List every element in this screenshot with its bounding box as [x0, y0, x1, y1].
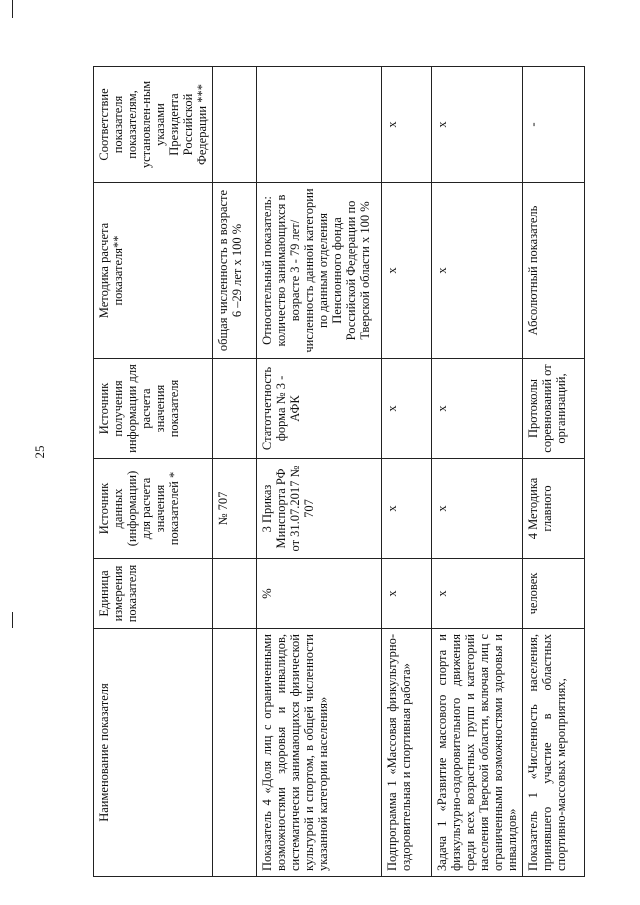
cell-method: х [382, 183, 432, 359]
header-source-info: Источник получения информации для расчета значения показателя [94, 359, 213, 459]
cell-name: Подпрограмма 1 «Массовая физкультурно-оздоровительная и спортивная работа» [382, 629, 432, 877]
rotated-table-page [93, 67, 585, 877]
table-row [257, 67, 382, 877]
cell-method: х [432, 183, 523, 359]
table-row [382, 67, 432, 877]
cell-conformity [257, 67, 382, 183]
cell-name: Показатель 1 «Численность населения, принявшего участие в областных спортивно-массовых мероприятиях, [523, 629, 585, 877]
cell-unit [213, 559, 257, 629]
scan-edge-mark [12, 612, 13, 628]
cell-method: Относительный показатель: количество занимающихся в возрасте 3 - 79 лет/ численность данной категории по данным отделения Пенсионного фонда Российской Федерации по Тверской области х 100 % [257, 183, 382, 359]
cell-source-info: Протоколы соревнований от организаций, [523, 359, 585, 459]
cell-conformity: х [382, 67, 432, 183]
cell-name: Задача 1 «Развитие массового спорта и физкультурно-оздоровительного движения среди всех возрастных групп и категорий населения Тверской области, включая лиц с ограниченными возможностями здоровья и инвалидов» [432, 629, 523, 877]
cell-unit: х [382, 559, 432, 629]
cell-unit: % [257, 559, 382, 629]
cell-unit: человек [523, 559, 585, 629]
cell-source-data: № 707 [213, 459, 257, 559]
cell-unit: х [432, 559, 523, 629]
table-row [432, 67, 523, 877]
table-row [213, 67, 257, 877]
cell-conformity: - [523, 67, 585, 183]
cell-source-data: 4 Методика главного [523, 459, 585, 559]
header-conformity: Соответствие показателя показателям, установлен-ным указами Президента Российской Федерации *** [94, 67, 213, 183]
cell-conformity: х [432, 67, 523, 183]
cell-source-info: х [382, 359, 432, 459]
cell-method: общая численность в возрасте 6 –29 лет х 100 % [213, 183, 257, 359]
page-number: 25 [32, 445, 47, 459]
cell-name [213, 629, 257, 877]
header-source-data: Источник данных (информации) для расчета значения показателей * [94, 459, 213, 559]
indicator-table [93, 66, 585, 877]
cell-source-info [213, 359, 257, 459]
cell-source-data: х [382, 459, 432, 559]
cell-name: Показатель 4 «Доля лиц с ограниченными возможностями здоровья и инвалидов, систематически занимающихся физической культурой и спортом, в общей численности указанной категории населения» [257, 629, 382, 877]
scan-edge-mark [12, 0, 13, 18]
cell-source-data: х [432, 459, 523, 559]
header-unit: Единица измерения показателя [94, 559, 213, 629]
cell-method: Абсолютный показатель [523, 183, 585, 359]
table-row [523, 67, 585, 877]
cell-conformity [213, 67, 257, 183]
cell-source-data: 3 Приказ Минспорта РФ от 31.07.2017 № 707 [257, 459, 382, 559]
cell-source-info: х [432, 359, 523, 459]
cell-source-info: Статотчетность форма № 3 - АФК [257, 359, 382, 459]
header-row [94, 67, 213, 877]
header-name: Наименование показателя [94, 629, 213, 877]
header-method: Методика расчета показателя** [94, 183, 213, 359]
